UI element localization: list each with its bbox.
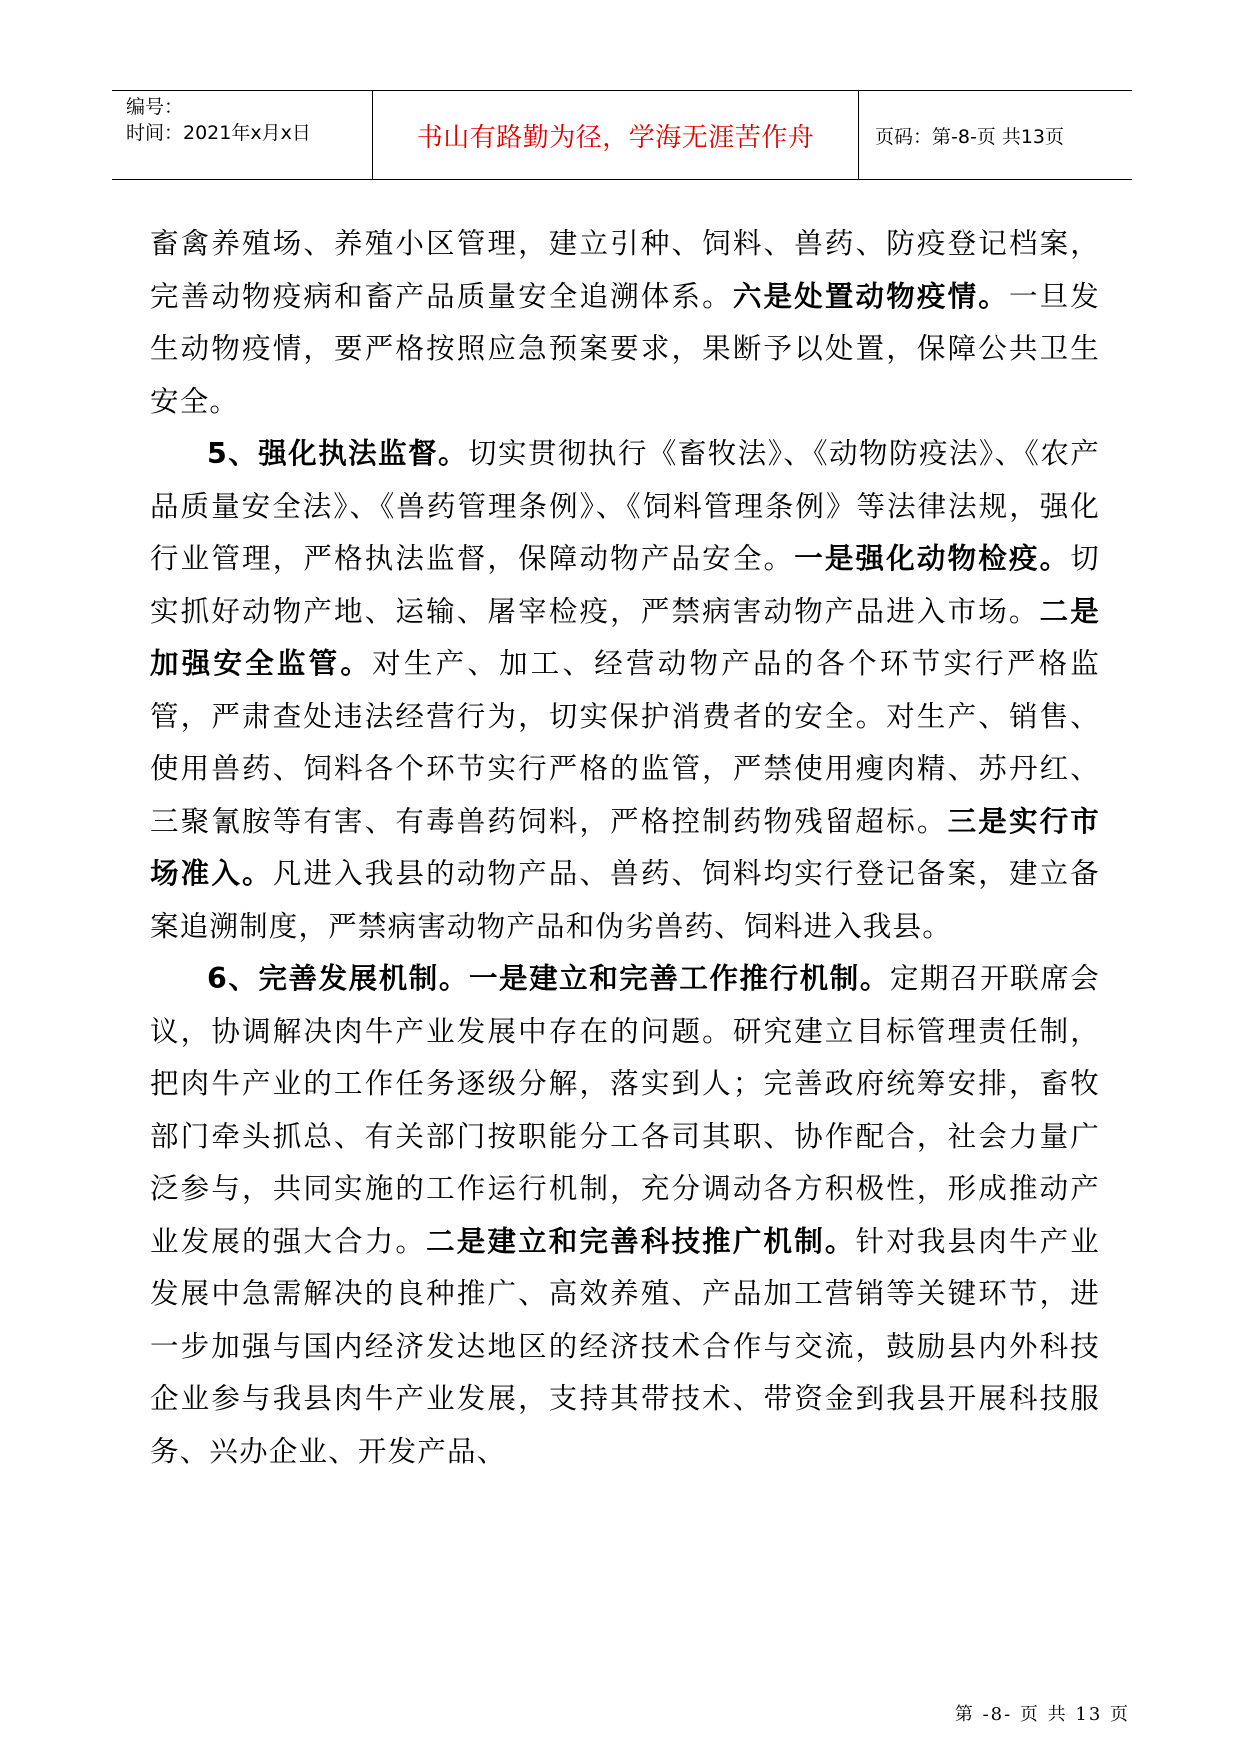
page-footer: 第 -8- 页 共 13 页 (954, 1704, 1130, 1725)
header-page-info: 页码：第-8-页 共13页 (875, 125, 1065, 148)
paragraph-text: 畜禽养殖场、养殖小区管理，建立引种、饲料、兽药、防疫登记档案，完善动物疫病和畜产品质量安全追溯体系。 (150, 227, 1100, 313)
bold-heading: 二是建立和完善科技推广机制。 (426, 1224, 856, 1258)
document-body (150, 218, 1100, 1478)
paragraph-text: 凡进入我县的动物产品、兽药、饲料均实行登记备案，建立备案追溯制度，严禁病害动物产品和伪劣兽药、饲料进入我县。 (150, 857, 1100, 943)
bold-heading: 二是加强安全监管。 (150, 594, 1100, 680)
paragraph-text: 切实抓好动物产地、运输、屠宰检疫，严禁病害动物产品进入市场。 (150, 542, 1100, 628)
page-header (112, 90, 1132, 180)
document-number-label: 编号： (126, 96, 184, 118)
bold-heading: 六是处置动物疫情。 (732, 279, 1009, 313)
paragraph (150, 428, 1100, 953)
paragraph-text: 针对我县肉牛产业发展中急需解决的良种推广、高效养殖、产品加工营销等关键环节，进一步加强与国内经济发达地区的经济技术合作与交流，鼓励县内外科技企业参与我县肉牛产业发展，支持其带技术、带资金到我县开展科技服务、兴办企业、开发产品、 (150, 1224, 1100, 1468)
paragraph-text: 对生产、加工、经营动物产品的各个环节实行严格监管，严肃查处违法经营行为，切实保护消费者的安全。对生产、销售、使用兽药、饲料各个环节实行严格的监管，严禁使用瘦肉精、苏丹红、三聚氰胺等有害、有毒兽药饲料，严格控制药物残留超标。 (150, 647, 1100, 838)
bold-heading: 一是强化动物检疫。 (794, 542, 1071, 575)
section-heading: 6、完善发展机制。一是建立和完善工作推行机制。 (207, 962, 890, 995)
paragraph (150, 953, 1100, 1478)
paragraph-text: 一旦发生动物疫情，要严格按照应急预案要求，果断予以处置，保障公共卫生安全。 (150, 279, 1100, 418)
bold-heading: 三是实行市场准入。 (150, 804, 1100, 890)
document-date: 时间：2021年x月x日 (126, 122, 311, 144)
paragraph-text: 定期召开联席会议，协调解决肉牛产业发展中存在的问题。研究建立目标管理责任制，把肉牛产业的工作任务逐级分解，落实到人；完善政府统筹安排，畜牧部门牵头抓总、有关部门按职能分工各司其职、协作配合，社会力量广泛参与，共同实施的工作运行机制，充分调动各方积极性，形成推动产业发展的强大合力。 (150, 962, 1100, 1258)
paragraph-text: 切实贯彻执行《畜牧法》、《动物防疫法》、《农产品质量安全法》、《兽药管理条例》、《饲料管理条例》等法律法规，强化行业管理，严格执法监督，保障动物产品安全。 (150, 437, 1100, 575)
header-meta (126, 94, 370, 146)
paragraph (150, 218, 1100, 428)
header-motto: 书山有路勤为径，学海无涯苦作舟 (416, 122, 815, 153)
section-heading: 5、强化执法监督。 (207, 437, 469, 470)
